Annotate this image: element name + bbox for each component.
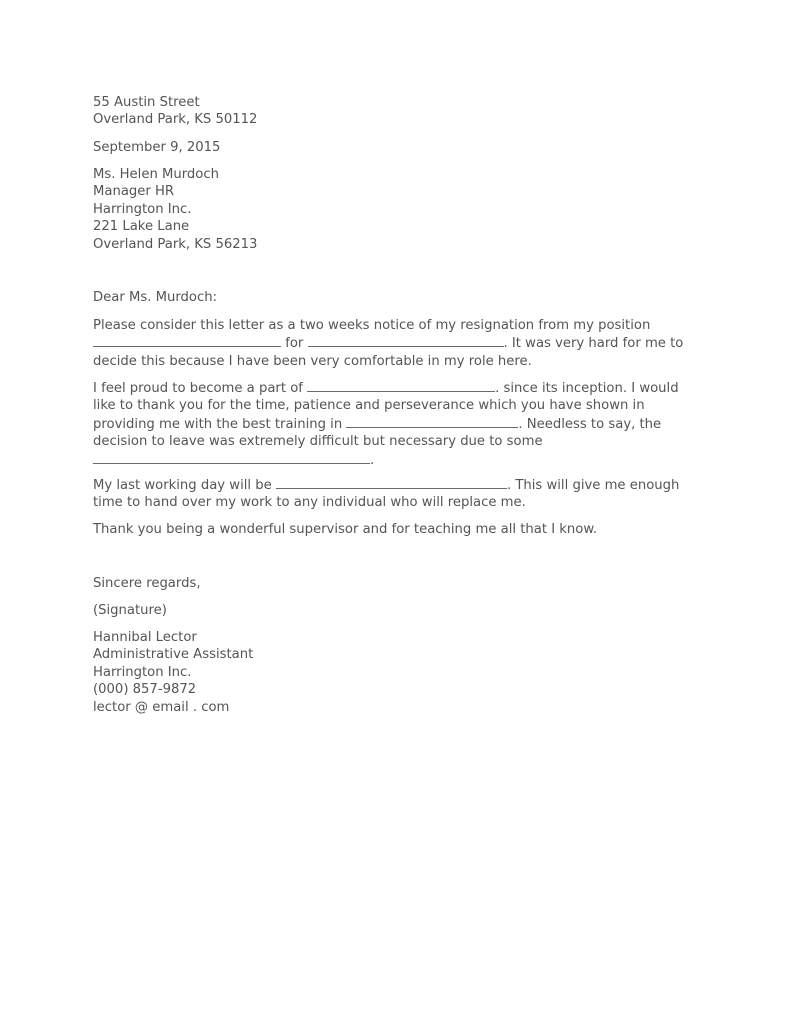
closing-text: Sincere regards, xyxy=(93,576,201,591)
letter-date xyxy=(93,139,693,156)
p2-line4: decision to leave was extremely difficult but necessary due to some xyxy=(93,434,543,450)
paragraph-3 xyxy=(93,476,693,512)
recipient-company: Harrington Inc. xyxy=(93,201,192,217)
closing xyxy=(93,575,693,592)
training-blank xyxy=(346,415,518,428)
company-blank xyxy=(308,334,504,347)
sender-title: Administrative Assistant xyxy=(93,647,254,663)
sender-email: lector @ email . com xyxy=(93,699,230,715)
reason-blank xyxy=(93,451,370,464)
sender-street: 55 Austin Street xyxy=(93,95,200,110)
p3-line1: My last working day will be . This will give me enough xyxy=(93,478,680,493)
sender-address xyxy=(93,94,693,129)
position-blank xyxy=(93,334,281,347)
recipient-address xyxy=(93,166,693,253)
signature-placeholder xyxy=(93,602,693,619)
p2-line3: providing me with the best training in . Needless to say, the xyxy=(93,416,662,432)
signature-text: (Signature) xyxy=(93,603,167,618)
sender-name: Hannibal Lector xyxy=(93,630,197,645)
p1-line1: Please consider this letter as a two weeks notice of my resignation from my position xyxy=(93,318,651,333)
p2-line5: . xyxy=(93,451,693,469)
p4-line1: Thank you being a wonderful supervisor and for teaching me all that I know. xyxy=(93,522,598,537)
sender-phone: (000) 857-9872 xyxy=(93,682,197,698)
last-day-blank xyxy=(276,476,507,489)
p2-line1: I feel proud to become a part of . since its inception. I would xyxy=(93,381,679,396)
p3-line2: time to hand over my work to any individual who will replace me. xyxy=(93,495,526,511)
recipient-city-state-zip: Overland Park, KS 56213 xyxy=(93,236,258,252)
salutation xyxy=(93,289,693,306)
p2-line2: like to thank you for the time, patience and perseverance which you have shown in xyxy=(93,398,645,414)
salutation-text: Dear Ms. Murdoch: xyxy=(93,290,218,305)
p1-line2: for . It was very hard for me to xyxy=(93,334,693,352)
paragraph-2 xyxy=(93,379,693,469)
sender-company: Harrington Inc. xyxy=(93,664,192,680)
sender-city-state-zip: Overland Park, KS 50112 xyxy=(93,112,258,128)
p1-line3: decide this because I have been very comfortable in my role here. xyxy=(93,353,532,369)
paragraph-1 xyxy=(93,317,693,370)
sender-signature-block xyxy=(93,629,693,716)
recipient-street: 221 Lake Lane xyxy=(93,219,190,235)
organization-blank xyxy=(307,379,495,392)
recipient-name: Ms. Helen Murdoch xyxy=(93,167,219,182)
recipient-title: Manager HR xyxy=(93,184,175,200)
paragraph-4 xyxy=(93,521,693,538)
date-text: September 9, 2015 xyxy=(93,140,221,155)
